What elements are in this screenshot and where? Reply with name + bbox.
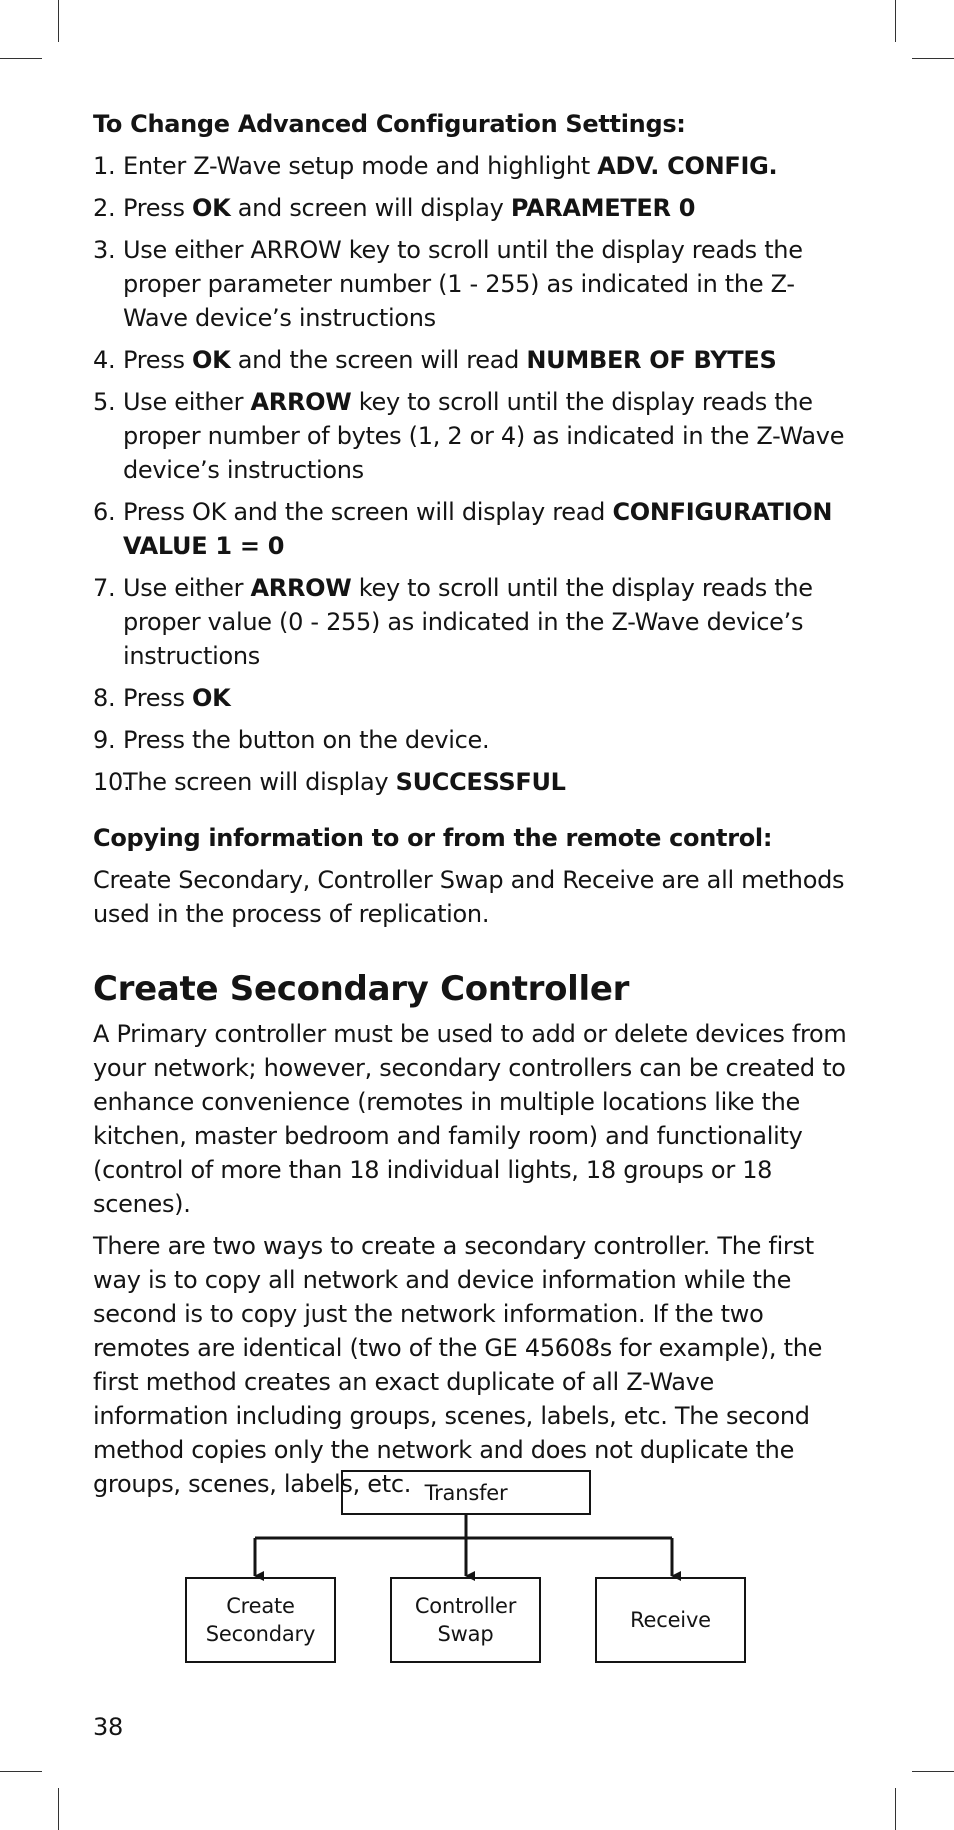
- step-text: Use either: [123, 574, 251, 602]
- crop-mark: [895, 1788, 896, 1830]
- list-item: [93, 765, 853, 799]
- step-text: Use either: [123, 388, 251, 416]
- secondary-paragraph-1: A Primary controller must be used to add or delete devices from your network; however, secondary controllers can be created to enhance convenience (remotes in multiple locations like the kitchen, master bedroom and family room) and functionality (control of more than 18 individual lights, 18 groups or 18 scenes).: [93, 1020, 847, 1218]
- crop-mark: [0, 1771, 42, 1772]
- transfer-box: [341, 1470, 591, 1515]
- controller-swap-label: [415, 1592, 516, 1648]
- step-text: Press: [123, 346, 192, 374]
- step-number: 4.: [93, 346, 116, 374]
- controller-swap-box: [390, 1577, 541, 1663]
- step-bold-text: ARROW: [250, 574, 352, 602]
- step-bold-text: OK: [192, 684, 231, 712]
- step-bold-text: OK: [192, 194, 231, 222]
- list-item: [93, 723, 853, 757]
- step-text: Use either ARROW key to scroll until the display reads the proper parameter number (1 - 255) as indicated in the Z-Wave device’s instructions: [123, 236, 803, 332]
- step-number: 1.: [93, 152, 116, 180]
- page-content: [93, 107, 853, 1501]
- crop-mark: [895, 0, 896, 42]
- receive-box: [595, 1577, 746, 1663]
- advanced-config-heading: To Change Advanced Configuration Settings:: [93, 110, 686, 138]
- step-number: 9.: [93, 726, 116, 754]
- step-bold-text: SUCCESSFUL: [395, 768, 566, 796]
- list-item: [93, 495, 853, 563]
- transfer-label: Transfer: [424, 1480, 508, 1505]
- create-secondary-label: [206, 1592, 315, 1648]
- step-text: Press: [123, 194, 192, 222]
- step-number: 6.: [93, 498, 116, 526]
- step-bold-text: OK: [192, 346, 231, 374]
- crop-mark: [58, 0, 59, 42]
- box-label-line: Create: [226, 1594, 295, 1618]
- advanced-config-steps: [93, 149, 853, 799]
- box-label-line: Controller: [414, 1594, 517, 1618]
- list-item: [93, 191, 853, 225]
- step-bold-text: CONFIGURATION VALUE 1 = 0: [123, 498, 833, 560]
- step-bold-text: PARAMETER 0: [510, 194, 696, 222]
- receive-label: Receive: [630, 1608, 711, 1632]
- box-label-line: Swap: [437, 1622, 494, 1646]
- step-text: and screen will display: [230, 194, 511, 222]
- copying-heading: Copying information to or from the remote control:: [93, 824, 773, 852]
- list-item: [93, 681, 853, 715]
- step-text: Enter Z-Wave setup mode and highlight: [123, 152, 598, 180]
- box-label-line: Secondary: [205, 1622, 316, 1646]
- step-number: 10.: [93, 768, 131, 796]
- step-text: and the screen will read: [230, 346, 527, 374]
- step-number: 8.: [93, 684, 116, 712]
- list-item: [93, 385, 853, 487]
- step-text: Press OK and the screen will display read: [123, 498, 613, 526]
- list-item: [93, 149, 853, 183]
- crop-mark: [58, 1788, 59, 1830]
- step-bold-text: ADV. CONFIG.: [597, 152, 778, 180]
- step-text: Press: [123, 684, 192, 712]
- create-secondary-box: [185, 1577, 336, 1663]
- crop-mark: [0, 58, 42, 59]
- secondary-paragraph-2: There are two ways to create a secondary controller. The first way is to copy all network and device information while the second is to copy just the network information. If the two remotes are identical (two of the GE 45608s for example), the first method creates an exact duplicate of all Z-Wave information including groups, scenes, labels, etc. The second method copies only the network and does not duplicate the groups, scenes, labels, etc.: [93, 1232, 823, 1498]
- step-bold-text: ARROW: [250, 388, 352, 416]
- step-bold-text: NUMBER OF BYTES: [526, 346, 777, 374]
- step-number: 3.: [93, 236, 116, 264]
- step-text: key to scroll until the display reads the proper value (0 - 255) as indicated in the Z-Wave device’s instructions: [123, 574, 813, 670]
- step-text: Press the button on the device.: [123, 726, 490, 754]
- copying-text: Create Secondary, Controller Swap and Receive are all methods used in the process of replication.: [93, 866, 845, 928]
- crop-mark: [912, 1771, 954, 1772]
- step-number: 2.: [93, 194, 116, 222]
- step-number: 7.: [93, 574, 116, 602]
- step-number: 5.: [93, 388, 116, 416]
- transfer-diagram: [180, 1468, 750, 1668]
- crop-mark: [912, 58, 954, 59]
- step-text: key to scroll until the display reads the proper number of bytes (1, 2 or 4) as indicated in the Z-Wave device’s instructions: [123, 388, 845, 484]
- page-number: 38: [93, 1713, 123, 1741]
- list-item: [93, 571, 853, 673]
- list-item: [93, 343, 853, 377]
- section-title: Create Secondary Controller: [93, 969, 630, 1009]
- list-item: [93, 233, 853, 335]
- step-text: The screen will display: [123, 768, 396, 796]
